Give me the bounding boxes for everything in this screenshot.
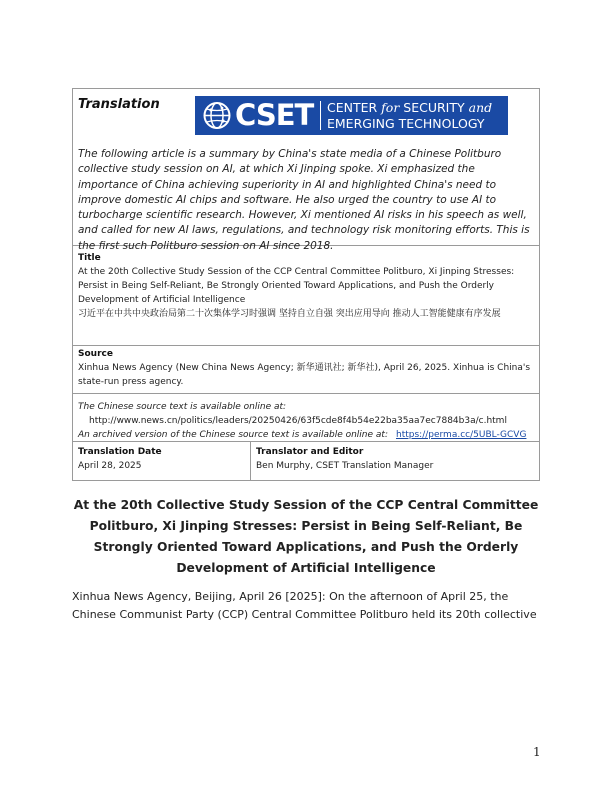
translator-name: Ben Murphy, CSET Translation Manager <box>256 461 434 471</box>
title-chinese: 习近平在中共中央政治局第二十次集体学习时强调 坚持自立自强 突出应用导向 推动人工智能健康有序发展 <box>78 309 501 319</box>
article-title: At the 20th Collective Study Session of the CCP Central Committee Politburo, Xi Jinping Stresses: Persist in Being Self-Reliant, Be Strongly Oriented Toward Applications, and Push the Orderly Development of Artificial Intelligence <box>73 498 539 575</box>
globe-icon <box>203 100 231 131</box>
logo-divider <box>320 101 321 130</box>
metadata-box <box>72 88 540 481</box>
header-section <box>73 89 539 252</box>
summary-text: The following article is a summary by China's state media of a Chinese Politburo collective study session on AI, at which Xi Jinping spoke. Xi emphasized the importance of China achieving superiority in AI and highlighted China's need to improve domestic AI chips and software. He also urged the country to use AI to turbocharge scientific research. However, Xi mentioned AI risks in his speech as well, and called for new AI laws, regulations, and technology risk monitoring efforts. This is the first such Politburo session on AI since 2018. <box>78 148 530 252</box>
translator-heading: Translator and Editor <box>256 447 364 457</box>
title-english: At the 20th Collective Study Session of the CCP Central Committee Politburo, Xi Jinping Stresses: Persist in Being Self-Reliant, Be Strongly Oriented Toward Applications, and Push the Orderly Development of Artificial Intelligence <box>78 267 515 305</box>
translation-date-heading: Translation Date <box>78 447 162 457</box>
logo-name-line2: EMERGING TECHNOLOGY <box>327 116 485 131</box>
translation-date-cell <box>73 442 251 480</box>
meta-section <box>73 442 539 480</box>
page-number: 1 <box>533 745 541 759</box>
source-url-label: The Chinese source text is available online at: <box>78 402 287 412</box>
article-body: Xinhua News Agency, Beijing, April 26 [2025]: On the afternoon of April 25, the Chinese Communist Party (CCP) Central Committee Politburo held its 20th collective <box>72 590 537 621</box>
archive-link[interactable]: https://perma.cc/5UBL-GCVG <box>396 430 527 440</box>
url-section <box>73 394 539 442</box>
source-text: Xinhua News Agency (New China News Agency; 新华通讯社; 新华社), April 26, 2025. Xinhua is China's state-run press agency. <box>78 363 531 387</box>
logo-name-line1: CENTER for SECURITY and <box>327 100 493 115</box>
title-section <box>73 246 539 346</box>
source-heading: Source <box>78 349 113 359</box>
cset-wordmark: CSET <box>235 98 314 132</box>
translator-cell <box>251 442 539 480</box>
translation-label: Translation <box>78 97 160 112</box>
archive-url-label: An archived version of the Chinese source text is available online at: <box>78 430 388 440</box>
cset-logo <box>195 96 508 135</box>
source-url[interactable]: http://www.news.cn/politics/leaders/20250426/63f5cde8f4b54e22ba35aa7ec7884b3a/c.html <box>89 416 507 426</box>
title-heading: Title <box>78 253 101 263</box>
source-section <box>73 346 539 394</box>
translation-date: April 28, 2025 <box>78 461 142 471</box>
